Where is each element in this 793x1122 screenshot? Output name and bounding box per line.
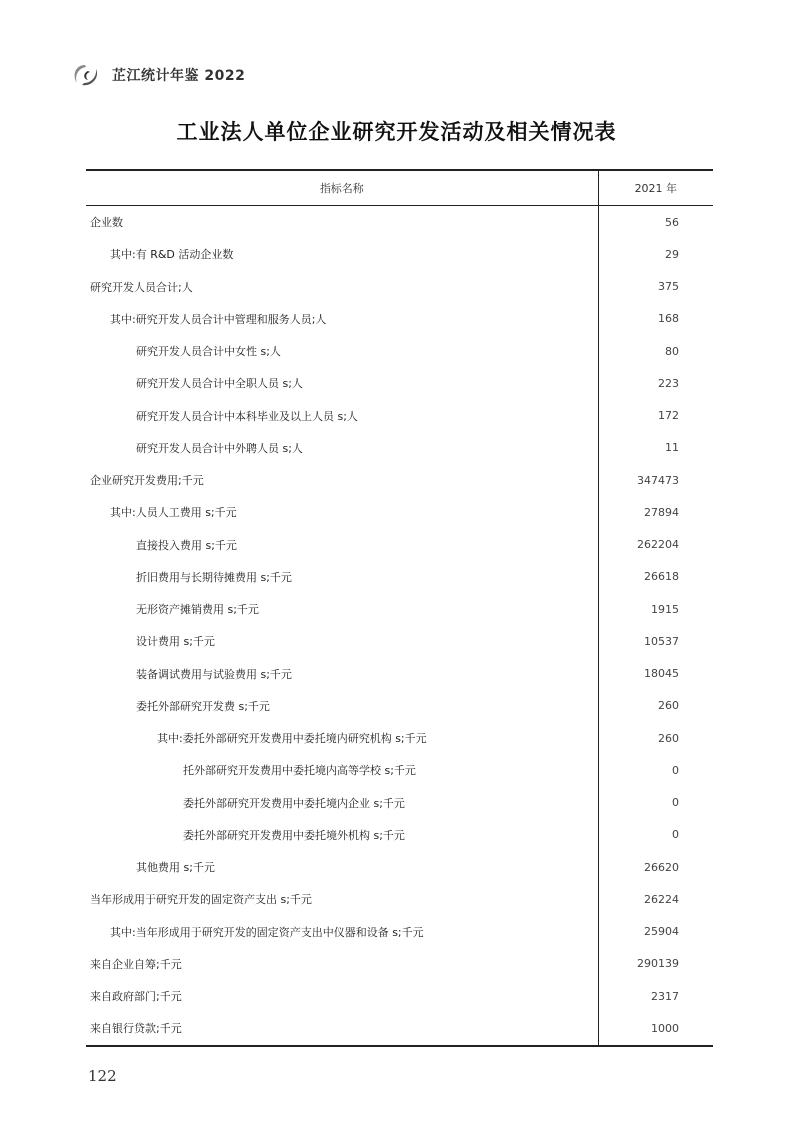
table-row xyxy=(86,916,713,948)
table-header-row xyxy=(86,170,713,206)
value-cell: 10537 xyxy=(644,634,679,648)
indicator-name-cell: 研究开发人员合计中外聘人员 s;人 xyxy=(86,432,598,464)
indicator-name-cell: 研究开发人员合计中女性 s;人 xyxy=(86,335,598,367)
indicator-name-cell: 无形资产摊销费用 s;千元 xyxy=(86,593,598,625)
indicator-name-cell: 来自银行贷款;千元 xyxy=(86,1012,598,1045)
table-row xyxy=(86,303,713,335)
indicator-name-cell: 来自政府部门;千元 xyxy=(86,980,598,1012)
table-row xyxy=(86,948,713,980)
table-row xyxy=(86,496,713,528)
table-row xyxy=(86,787,713,819)
indicator-name-cell: 折旧费用与长期待摊费用 s;千元 xyxy=(86,561,598,593)
indicator-name-cell: 委托外部研究开发费用中委托境外机构 s;千元 xyxy=(86,819,598,851)
value-cell: 0 xyxy=(672,828,679,842)
indicator-name-cell: 企业研究开发费用;千元 xyxy=(86,464,598,496)
column-header-indicator: 指标名称 xyxy=(86,170,598,206)
indicator-name-cell: 研究开发人员合计;人 xyxy=(86,271,598,303)
indicator-name-cell: 直接投入费用 s;千元 xyxy=(86,529,598,561)
page-number: 122 xyxy=(88,1067,117,1085)
indicator-name-cell: 研究开发人员合计中全职人员 s;人 xyxy=(86,367,598,399)
indicator-name-cell: 其中:当年形成用于研究开发的固定资产支出中仪器和设备 s;千元 xyxy=(86,916,598,948)
statistics-table xyxy=(86,169,713,1047)
value-cell: 223 xyxy=(658,376,679,390)
value-cell: 56 xyxy=(665,215,679,229)
table-row xyxy=(86,658,713,690)
indicator-name-cell: 其中:委托外部研究开发费用中委托境内研究机构 s;千元 xyxy=(86,722,598,754)
indicator-name-cell: 研究开发人员合计中本科毕业及以上人员 s;人 xyxy=(86,400,598,432)
table-row xyxy=(86,819,713,851)
value-cell: 26618 xyxy=(644,570,679,584)
table-row xyxy=(86,593,713,625)
column-header-year: 2021 年 xyxy=(598,170,713,206)
indicator-name-cell: 其他费用 s;千元 xyxy=(86,851,598,883)
value-cell: 25904 xyxy=(644,925,679,939)
value-cell: 375 xyxy=(658,280,679,294)
table-row xyxy=(86,206,713,239)
value-cell: 172 xyxy=(658,409,679,423)
table-row xyxy=(86,238,713,270)
page-title: 工业法人单位企业研究开发活动及相关情况表 xyxy=(176,120,617,144)
value-cell: 18045 xyxy=(644,667,679,681)
table-row xyxy=(86,883,713,915)
table-row xyxy=(86,367,713,399)
value-cell: 347473 xyxy=(637,473,679,487)
value-cell: 2317 xyxy=(651,989,679,1003)
table-row xyxy=(86,754,713,786)
indicator-name-cell: 托外部研究开发费用中委托境内高等学校 s;千元 xyxy=(86,754,598,786)
indicator-name-cell: 设计费用 s;千元 xyxy=(86,625,598,657)
table-row xyxy=(86,335,713,367)
value-cell: 290139 xyxy=(637,957,679,971)
indicator-name-cell: 其中:研究开发人员合计中管理和服务人员;人 xyxy=(86,303,598,335)
value-cell: 26224 xyxy=(644,892,679,906)
book-title: 芷江统计年鉴 2022 xyxy=(112,68,246,84)
value-cell: 0 xyxy=(672,796,679,810)
indicator-name-cell: 当年形成用于研究开发的固定资产支出 s;千元 xyxy=(86,883,598,915)
value-cell: 26620 xyxy=(644,860,679,874)
table-row xyxy=(86,529,713,561)
yearbook-logo-icon xyxy=(70,62,104,88)
table-row xyxy=(86,722,713,754)
value-cell: 80 xyxy=(665,344,679,358)
value-cell: 1915 xyxy=(651,602,679,616)
value-cell: 262204 xyxy=(637,538,679,552)
value-cell: 27894 xyxy=(644,505,679,519)
value-cell: 168 xyxy=(658,312,679,326)
indicator-name-cell: 其中:人员人工费用 s;千元 xyxy=(86,496,598,528)
table-row xyxy=(86,561,713,593)
indicator-name-cell: 其中:有 R&D 活动企业数 xyxy=(86,238,598,270)
indicator-name-cell: 委托外部研究开发费 s;千元 xyxy=(86,690,598,722)
table-row xyxy=(86,400,713,432)
value-cell: 260 xyxy=(658,731,679,745)
indicator-name-cell: 企业数 xyxy=(86,206,598,239)
table-row xyxy=(86,464,713,496)
indicator-name-cell: 委托外部研究开发费用中委托境内企业 s;千元 xyxy=(86,787,598,819)
page-header xyxy=(70,62,245,88)
indicator-name-cell: 装备调试费用与试验费用 s;千元 xyxy=(86,658,598,690)
indicator-name-cell: 来自企业自筹;千元 xyxy=(86,948,598,980)
value-cell: 0 xyxy=(672,763,679,777)
table-body xyxy=(86,206,713,1046)
value-cell: 1000 xyxy=(598,1012,713,1045)
value-cell: 260 xyxy=(658,699,679,713)
value-cell: 29 xyxy=(665,247,679,261)
table-row xyxy=(86,625,713,657)
table-row xyxy=(86,271,713,303)
table-row xyxy=(86,432,713,464)
table-row xyxy=(86,690,713,722)
table-row xyxy=(86,980,713,1012)
value-cell: 11 xyxy=(665,441,679,455)
table-row xyxy=(86,851,713,883)
table-row xyxy=(86,1012,713,1045)
